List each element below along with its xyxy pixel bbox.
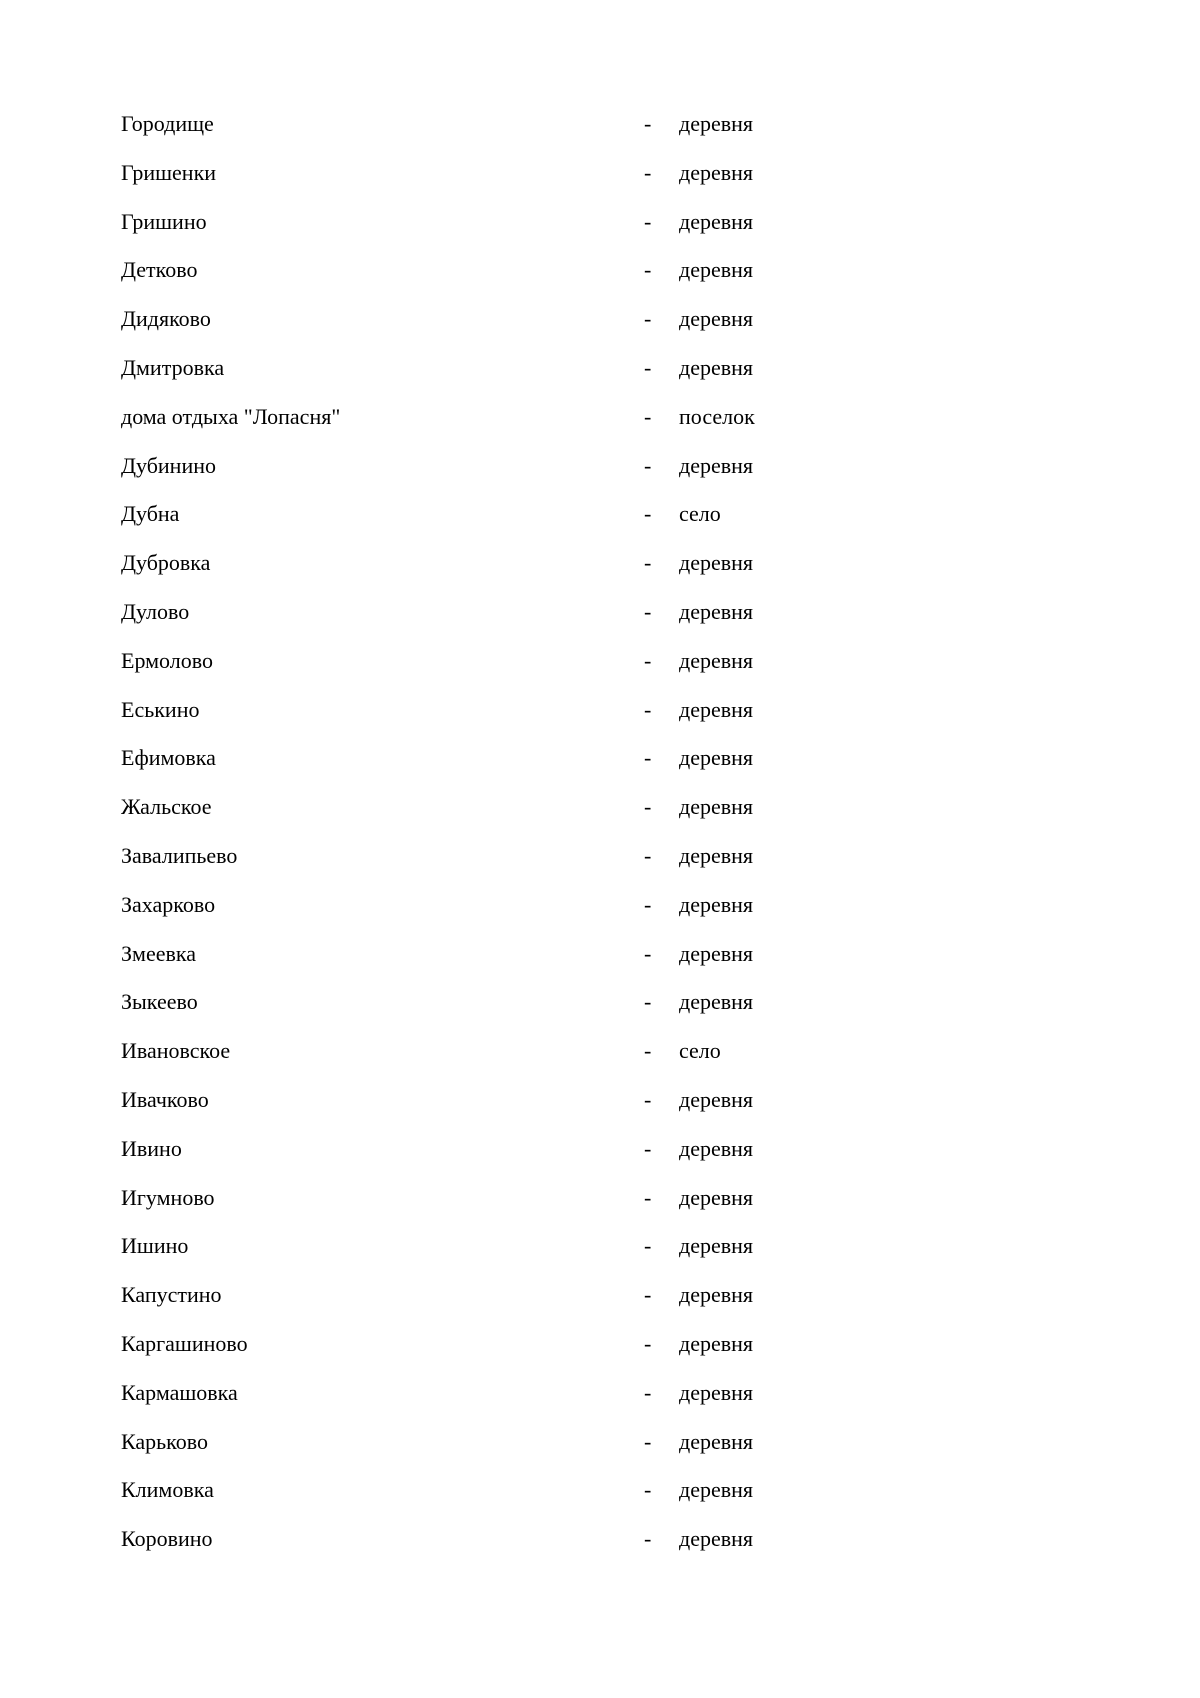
settlement-type: деревня <box>679 794 754 820</box>
separator-dash: - <box>644 159 652 185</box>
separator-dash: - <box>644 989 652 1015</box>
settlement-name: Дубинино <box>121 452 217 478</box>
list-item <box>121 500 881 549</box>
settlement-name: Завалипьево <box>121 842 238 868</box>
list-item <box>121 988 881 1037</box>
separator-dash: - <box>644 1135 652 1161</box>
list-item <box>121 1184 881 1233</box>
settlement-name: Климовка <box>121 1477 214 1503</box>
settlement-type: деревня <box>679 598 754 624</box>
list-item <box>121 256 881 305</box>
settlement-type: деревня <box>679 1477 754 1503</box>
list-item <box>121 159 881 208</box>
settlement-type: деревня <box>679 647 754 673</box>
list-item <box>121 452 881 501</box>
separator-dash: - <box>644 1477 652 1503</box>
settlement-type: деревня <box>679 1184 754 1210</box>
separator-dash: - <box>644 842 652 868</box>
settlement-type: село <box>679 501 721 527</box>
settlement-name: Каргашиново <box>121 1330 248 1356</box>
settlement-name: Детково <box>121 257 198 283</box>
list-item <box>121 110 881 159</box>
settlement-name: Дидяково <box>121 306 211 332</box>
settlement-type: деревня <box>679 1282 754 1308</box>
separator-dash: - <box>644 208 652 234</box>
list-item <box>121 1525 881 1574</box>
settlement-type: деревня <box>679 1330 754 1356</box>
list-item <box>121 793 881 842</box>
settlement-name: Ермолово <box>121 647 213 673</box>
list-item <box>121 1232 881 1281</box>
settlement-name: Зыкеево <box>121 989 198 1015</box>
settlement-type: деревня <box>679 989 754 1015</box>
settlement-name: Карьково <box>121 1428 208 1454</box>
separator-dash: - <box>644 257 652 283</box>
separator-dash: - <box>644 354 652 380</box>
separator-dash: - <box>644 647 652 673</box>
separator-dash: - <box>644 745 652 771</box>
settlement-name: Дубна <box>121 501 180 527</box>
settlement-list <box>121 110 881 1574</box>
separator-dash: - <box>644 1330 652 1356</box>
list-item <box>121 647 881 696</box>
settlement-name: Еськино <box>121 696 200 722</box>
settlement-type: деревня <box>679 1526 754 1552</box>
settlement-name: Гришенки <box>121 159 217 185</box>
settlement-name: Змеевка <box>121 940 196 966</box>
separator-dash: - <box>644 1086 652 1112</box>
settlement-name: Жальское <box>121 794 212 820</box>
settlement-name: Дулово <box>121 598 190 624</box>
settlement-type: деревня <box>679 159 754 185</box>
settlement-name: Ивино <box>121 1135 182 1161</box>
settlement-type: деревня <box>679 891 754 917</box>
settlement-name: Коровино <box>121 1526 213 1552</box>
separator-dash: - <box>644 598 652 624</box>
settlement-name: Гришино <box>121 208 207 234</box>
separator-dash: - <box>644 1379 652 1405</box>
settlement-type: деревня <box>679 1086 754 1112</box>
separator-dash: - <box>644 1184 652 1210</box>
list-item <box>121 208 881 257</box>
separator-dash: - <box>644 501 652 527</box>
settlement-type: деревня <box>679 354 754 380</box>
settlement-type: село <box>679 1038 721 1064</box>
list-item <box>121 305 881 354</box>
settlement-type: деревня <box>679 940 754 966</box>
settlement-name: Городище <box>121 111 214 136</box>
list-item <box>121 1476 881 1525</box>
settlement-name: Ишино <box>121 1233 189 1259</box>
separator-dash: - <box>644 1282 652 1308</box>
list-item <box>121 1086 881 1135</box>
list-item <box>121 1428 881 1477</box>
settlement-type: деревня <box>679 1233 754 1259</box>
settlement-type: деревня <box>679 842 754 868</box>
settlement-name: Ивачково <box>121 1086 209 1112</box>
list-item <box>121 598 881 647</box>
settlement-type: деревня <box>679 696 754 722</box>
settlement-type: деревня <box>679 745 754 771</box>
list-item <box>121 1379 881 1428</box>
list-item <box>121 1281 881 1330</box>
separator-dash: - <box>644 1526 652 1552</box>
list-item <box>121 1135 881 1184</box>
settlement-type: деревня <box>679 1379 754 1405</box>
settlement-name: Дубровка <box>121 550 211 576</box>
separator-dash: - <box>644 696 652 722</box>
settlement-name: Ефимовка <box>121 745 216 771</box>
settlement-name: Дмитровка <box>121 354 225 380</box>
settlement-name: Капустино <box>121 1282 222 1308</box>
settlement-name: дома отдыха "Лопасня" <box>121 403 341 429</box>
settlement-type: деревня <box>679 550 754 576</box>
settlement-name: Захарково <box>121 891 216 917</box>
settlement-type: деревня <box>679 1135 754 1161</box>
separator-dash: - <box>644 306 652 332</box>
list-item <box>121 696 881 745</box>
settlement-type: деревня <box>679 306 754 332</box>
list-item <box>121 842 881 891</box>
list-item <box>121 940 881 989</box>
settlement-type: деревня <box>679 208 754 234</box>
settlement-type: поселок <box>679 403 755 429</box>
settlement-type: деревня <box>679 111 754 136</box>
separator-dash: - <box>644 1233 652 1259</box>
separator-dash: - <box>644 403 652 429</box>
separator-dash: - <box>644 550 652 576</box>
settlement-type: деревня <box>679 257 754 283</box>
list-item <box>121 549 881 598</box>
list-item <box>121 403 881 452</box>
separator-dash: - <box>644 940 652 966</box>
settlement-name: Игумново <box>121 1184 215 1210</box>
settlement-name: Ивановское <box>121 1038 231 1064</box>
list-item <box>121 891 881 940</box>
separator-dash: - <box>644 1038 652 1064</box>
list-item <box>121 1037 881 1086</box>
separator-dash: - <box>644 111 652 136</box>
separator-dash: - <box>644 794 652 820</box>
list-item <box>121 744 881 793</box>
settlement-name: Кармашовка <box>121 1379 238 1405</box>
list-item <box>121 1330 881 1379</box>
separator-dash: - <box>644 1428 652 1454</box>
list-item <box>121 354 881 403</box>
settlement-type: деревня <box>679 452 754 478</box>
separator-dash: - <box>644 891 652 917</box>
settlement-type: деревня <box>679 1428 754 1454</box>
separator-dash: - <box>644 452 652 478</box>
